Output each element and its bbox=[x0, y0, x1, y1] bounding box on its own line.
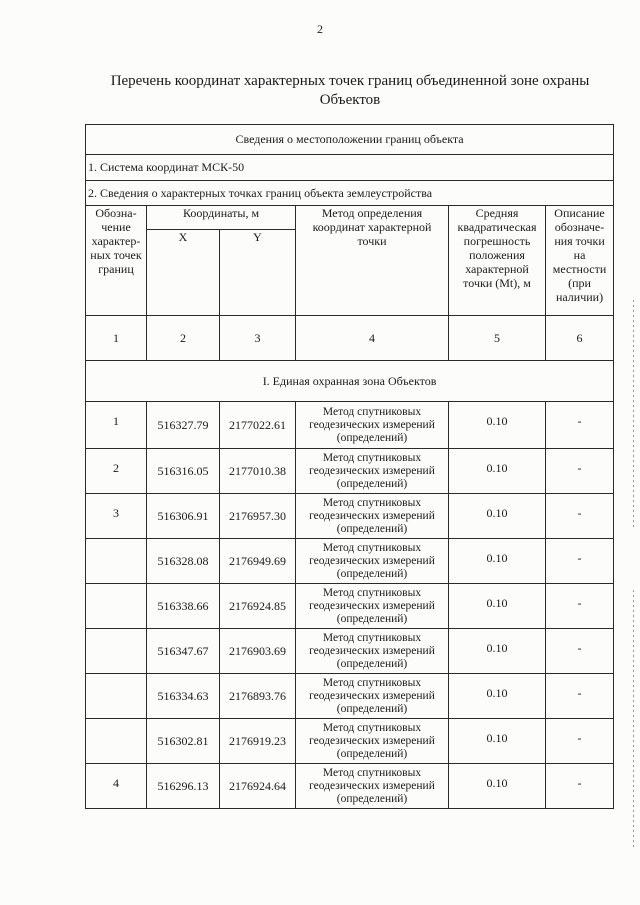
x-coordinate: 516338.66 bbox=[147, 584, 220, 629]
column-number: 5 bbox=[449, 316, 546, 361]
section-header-row bbox=[86, 125, 614, 155]
y-coordinate: 2176903.69 bbox=[220, 629, 296, 674]
section-header: Сведения о местоположении границ объекта bbox=[86, 125, 614, 155]
column-number: 4 bbox=[296, 316, 449, 361]
header-error: Средняя квадратическая погрешность положения характерной точки (Mt), м bbox=[449, 206, 546, 316]
points-info: 2. Сведения о характерных точках границ объекта землеустройства bbox=[86, 181, 614, 206]
method: Метод спутниковых геодезических измерений (определений) bbox=[296, 402, 449, 449]
document-title bbox=[95, 72, 605, 110]
method: Метод спутниковых геодезических измерений (определений) bbox=[296, 629, 449, 674]
point-number: 4 bbox=[86, 764, 147, 809]
header-coordinates: Координаты, м bbox=[147, 206, 296, 230]
column-number-row bbox=[86, 316, 614, 361]
table-row bbox=[86, 674, 614, 719]
mean-error: 0.10 bbox=[449, 764, 546, 809]
column-number: 2 bbox=[147, 316, 220, 361]
y-coordinate: 2176949.69 bbox=[220, 539, 296, 584]
x-coordinate: 516296.13 bbox=[147, 764, 220, 809]
header-method: Метод определения координат характерной точки bbox=[296, 206, 449, 316]
x-coordinate: 516302.81 bbox=[147, 719, 220, 764]
point-number: 3 bbox=[86, 494, 147, 539]
method: Метод спутниковых геодезических измерений (определений) bbox=[296, 449, 449, 494]
mean-error: 0.10 bbox=[449, 539, 546, 584]
mean-error: 0.10 bbox=[449, 719, 546, 764]
point-description: - bbox=[546, 674, 614, 719]
x-coordinate: 516327.79 bbox=[147, 402, 220, 449]
method: Метод спутниковых геодезических измерений (определений) bbox=[296, 539, 449, 584]
x-coordinate: 516334.63 bbox=[147, 674, 220, 719]
point-description: - bbox=[546, 764, 614, 809]
y-coordinate: 2176893.76 bbox=[220, 674, 296, 719]
header-row-1 bbox=[86, 206, 614, 230]
mean-error: 0.10 bbox=[449, 629, 546, 674]
header-x: X bbox=[147, 230, 220, 316]
point-number bbox=[86, 719, 147, 764]
header-designation: Обозна-чение характер-ных точек границ bbox=[86, 206, 147, 316]
point-description: - bbox=[546, 584, 614, 629]
point-description: - bbox=[546, 719, 614, 764]
point-description: - bbox=[546, 539, 614, 584]
column-number: 6 bbox=[546, 316, 614, 361]
y-coordinate: 2177010.38 bbox=[220, 449, 296, 494]
coordinates-rows bbox=[86, 402, 614, 809]
points-info-row bbox=[86, 181, 614, 206]
coord-system-row bbox=[86, 155, 614, 181]
point-description: - bbox=[546, 402, 614, 449]
mean-error: 0.10 bbox=[449, 494, 546, 539]
point-description: - bbox=[546, 494, 614, 539]
coordinates-table bbox=[85, 124, 614, 809]
method: Метод спутниковых геодезических измерений (определений) bbox=[296, 674, 449, 719]
y-coordinate: 2176924.85 bbox=[220, 584, 296, 629]
table-row bbox=[86, 494, 614, 539]
mean-error: 0.10 bbox=[449, 584, 546, 629]
point-description: - bbox=[546, 629, 614, 674]
mean-error: 0.10 bbox=[449, 402, 546, 449]
zone-title-row bbox=[86, 361, 614, 402]
mean-error: 0.10 bbox=[449, 674, 546, 719]
point-description: - bbox=[546, 449, 614, 494]
method: Метод спутниковых геодезических измерений (определений) bbox=[296, 719, 449, 764]
column-number: 3 bbox=[220, 316, 296, 361]
page-number: 2 bbox=[317, 22, 323, 36]
mean-error: 0.10 bbox=[449, 449, 546, 494]
scan-margin-mark bbox=[633, 300, 634, 530]
table-row bbox=[86, 764, 614, 809]
scan-margin-mark bbox=[633, 590, 634, 850]
point-number: 2 bbox=[86, 449, 147, 494]
table-row bbox=[86, 402, 614, 449]
method: Метод спутниковых геодезических измерений (определений) bbox=[296, 584, 449, 629]
header-description: Описание обозначе-ния точки на местности (при наличии) bbox=[546, 206, 614, 316]
point-number bbox=[86, 629, 147, 674]
zone-title: I. Единая охранная зона Объектов bbox=[86, 361, 614, 402]
point-number bbox=[86, 584, 147, 629]
method: Метод спутниковых геодезических измерений (определений) bbox=[296, 764, 449, 809]
header-y: Y bbox=[220, 230, 296, 316]
y-coordinate: 2176919.23 bbox=[220, 719, 296, 764]
x-coordinate: 516347.67 bbox=[147, 629, 220, 674]
table-row bbox=[86, 584, 614, 629]
table-row bbox=[86, 629, 614, 674]
column-number: 1 bbox=[86, 316, 147, 361]
method: Метод спутниковых геодезических измерений (определений) bbox=[296, 494, 449, 539]
x-coordinate: 516328.08 bbox=[147, 539, 220, 584]
table-row bbox=[86, 719, 614, 764]
title-line-2: Объектов bbox=[319, 92, 381, 108]
y-coordinate: 2176924.64 bbox=[220, 764, 296, 809]
coord-system: 1. Система координат МСК-50 bbox=[86, 155, 614, 181]
point-number: 1 bbox=[86, 402, 147, 449]
title-line-1: Перечень координат характерных точек границ объединенной зоне охраны bbox=[110, 73, 590, 89]
y-coordinate: 2176957.30 bbox=[220, 494, 296, 539]
table-row bbox=[86, 539, 614, 584]
point-number bbox=[86, 674, 147, 719]
point-number bbox=[86, 539, 147, 584]
x-coordinate: 516306.91 bbox=[147, 494, 220, 539]
x-coordinate: 516316.05 bbox=[147, 449, 220, 494]
y-coordinate: 2177022.61 bbox=[220, 402, 296, 449]
table-row bbox=[86, 449, 614, 494]
